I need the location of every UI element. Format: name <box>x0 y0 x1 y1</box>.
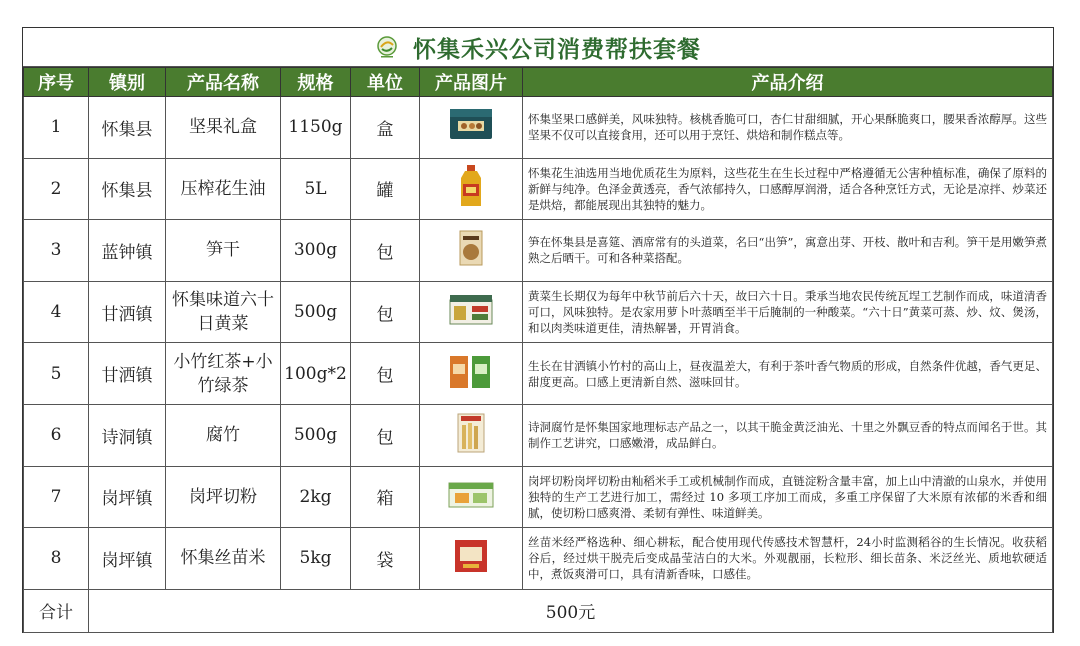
row-product-name: 压榨花生油 <box>166 158 281 220</box>
row-town: 岗坪镇 <box>89 528 166 590</box>
table-row <box>24 97 1053 159</box>
company-logo-icon <box>375 35 399 59</box>
row-image-cell <box>420 220 523 282</box>
row-unit: 包 <box>351 220 420 282</box>
row-image-cell <box>420 466 523 528</box>
row-no: 4 <box>24 281 89 343</box>
dried-bamboo-shoot-bag-image <box>457 228 485 268</box>
total-value: 500元 <box>89 589 1053 632</box>
page-title: 怀集禾兴公司消费帮扶套餐 <box>413 36 701 63</box>
row-no: 3 <box>24 220 89 282</box>
row-town: 甘洒镇 <box>89 343 166 405</box>
row-description: 黄菜生长期仅为每年中秋节前后六十天，故曰六十日。秉承当地农民传统瓦埕工艺制作而成，味道清香可口，风味独特。是农家用萝卜叶蒸晒至半干后腌制的一种酸菜。“六十日”黄菜可蒸、炒、炆、煲汤，和以肉类味道更佳，清热解暑，开胃消食。 <box>523 281 1053 343</box>
row-spec: 100g*2 <box>281 343 351 405</box>
row-image-cell <box>420 97 523 159</box>
row-product-name: 坚果礼盒 <box>166 97 281 159</box>
row-town: 甘洒镇 <box>89 281 166 343</box>
row-image-cell <box>420 158 523 220</box>
table-row <box>24 220 1053 282</box>
row-description: 怀集花生油选用当地优质花生为原料，这些花生在生长过程中严格遵循无公害种植标准，确保了原料的新鲜与纯净。色泽金黄透亮，香气浓郁持久，口感醇厚润滑，适合各种烹饪方式，无论是凉拌、炒菜还是烘焙，都能展现出其独特的魅力。 <box>523 158 1053 220</box>
table-row <box>24 528 1053 590</box>
table-row <box>24 343 1053 405</box>
row-town: 诗洞镇 <box>89 404 166 466</box>
row-description: 笋在怀集县是喜筵、酒席常有的头道菜，名曰“出笋”，寓意出芽、开枝、散叶和吉利。笋干是用嫩笋煮熟之后晒干。可和各种菜搭配。 <box>523 220 1053 282</box>
header-no: 序号 <box>24 68 89 97</box>
row-spec: 500g <box>281 404 351 466</box>
row-description: 怀集坚果口感鲜美，风味独特。核桃香脆可口，杏仁甘甜细腻，开心果酥脆爽口，腰果香浓醇厚。这些坚果不仅可以直接食用，还可以用于烹饪、烘焙和制作糕点等。 <box>523 97 1053 159</box>
row-image-cell <box>420 528 523 590</box>
yellow-pickle-box-image <box>448 292 494 328</box>
header-spec: 规格 <box>281 68 351 97</box>
table-row <box>24 404 1053 466</box>
row-spec: 1150g <box>281 97 351 159</box>
row-image-cell <box>420 281 523 343</box>
row-description: 生长在甘洒镇小竹村的高山上，昼夜温差大，有利于茶叶香气物质的形成，自然条件优越，香气更足、甜度更高。口感上更清新自然、滋味回甘。 <box>523 343 1053 405</box>
row-no: 2 <box>24 158 89 220</box>
total-row <box>24 589 1053 632</box>
product-table <box>23 67 1053 633</box>
row-unit: 包 <box>351 404 420 466</box>
nut-gift-box-image <box>448 107 494 143</box>
row-image-cell <box>420 343 523 405</box>
row-product-name: 笋干 <box>166 220 281 282</box>
row-unit: 罐 <box>351 158 420 220</box>
header-town: 镇别 <box>89 68 166 97</box>
header-description: 产品介绍 <box>523 68 1053 97</box>
row-description: 岗坪切粉岗坪切粉由籼稻米手工或机械制作而成，直链淀粉含量丰富，加上山中清澈的山泉水，并使用独特的生产工艺进行加工，需经过 10 多项工序加工而成，多重工序保留了大米原有浓郁的米香和细腻，使切粉口感爽滑、柔韧有弹性、味道鲜美。 <box>523 466 1053 528</box>
header-row <box>24 68 1053 97</box>
header-product-image: 产品图片 <box>420 68 523 97</box>
row-unit: 袋 <box>351 528 420 590</box>
row-spec: 500g <box>281 281 351 343</box>
title-row <box>23 28 1053 67</box>
row-town: 蓝钟镇 <box>89 220 166 282</box>
row-town: 岗坪镇 <box>89 466 166 528</box>
row-product-name: 怀集味道六十日黄菜 <box>166 281 281 343</box>
row-unit: 盒 <box>351 97 420 159</box>
row-spec: 5L <box>281 158 351 220</box>
row-product-name: 小竹红茶+小竹绿茶 <box>166 343 281 405</box>
row-spec: 5kg <box>281 528 351 590</box>
row-description: 丝苗米经严格选种、细心耕耘，配合使用现代传感技术智慧杆，24小时监测稻谷的生长情况。收获稻谷后，经过烘干脱壳后变成晶莹洁白的大米。外观靓丽，长粒形、细长苗条、米泛丝光、质地软硬适中，煮饭爽滑可口，具有清新香味，口感佳。 <box>523 528 1053 590</box>
tea-bags-image <box>446 352 496 390</box>
table-row <box>24 281 1053 343</box>
tofu-skin-bag-image <box>454 411 488 455</box>
table-row <box>24 466 1053 528</box>
row-spec: 2kg <box>281 466 351 528</box>
row-no: 5 <box>24 343 89 405</box>
peanut-oil-bottle-image <box>456 164 486 208</box>
header-unit: 单位 <box>351 68 420 97</box>
header-product-name: 产品名称 <box>166 68 281 97</box>
row-product-name: 怀集丝苗米 <box>166 528 281 590</box>
row-no: 8 <box>24 528 89 590</box>
row-unit: 箱 <box>351 466 420 528</box>
table-row <box>24 158 1053 220</box>
row-no: 7 <box>24 466 89 528</box>
row-description: 诗洞腐竹是怀集国家地理标志产品之一，以其干脆金黄泛油光、十里之外飘豆香的特点而闻名于世。其制作工艺讲究，口感嫩滑，成品鲜白。 <box>523 404 1053 466</box>
rice-noodle-box-image <box>447 477 495 511</box>
row-unit: 包 <box>351 343 420 405</box>
row-no: 1 <box>24 97 89 159</box>
package-table-sheet <box>22 27 1054 633</box>
total-label: 合计 <box>24 589 89 632</box>
row-product-name: 岗坪切粉 <box>166 466 281 528</box>
row-spec: 300g <box>281 220 351 282</box>
rice-bag-image <box>451 536 491 576</box>
row-town: 怀集县 <box>89 97 166 159</box>
row-image-cell <box>420 404 523 466</box>
row-town: 怀集县 <box>89 158 166 220</box>
row-no: 6 <box>24 404 89 466</box>
row-product-name: 腐竹 <box>166 404 281 466</box>
row-unit: 包 <box>351 281 420 343</box>
